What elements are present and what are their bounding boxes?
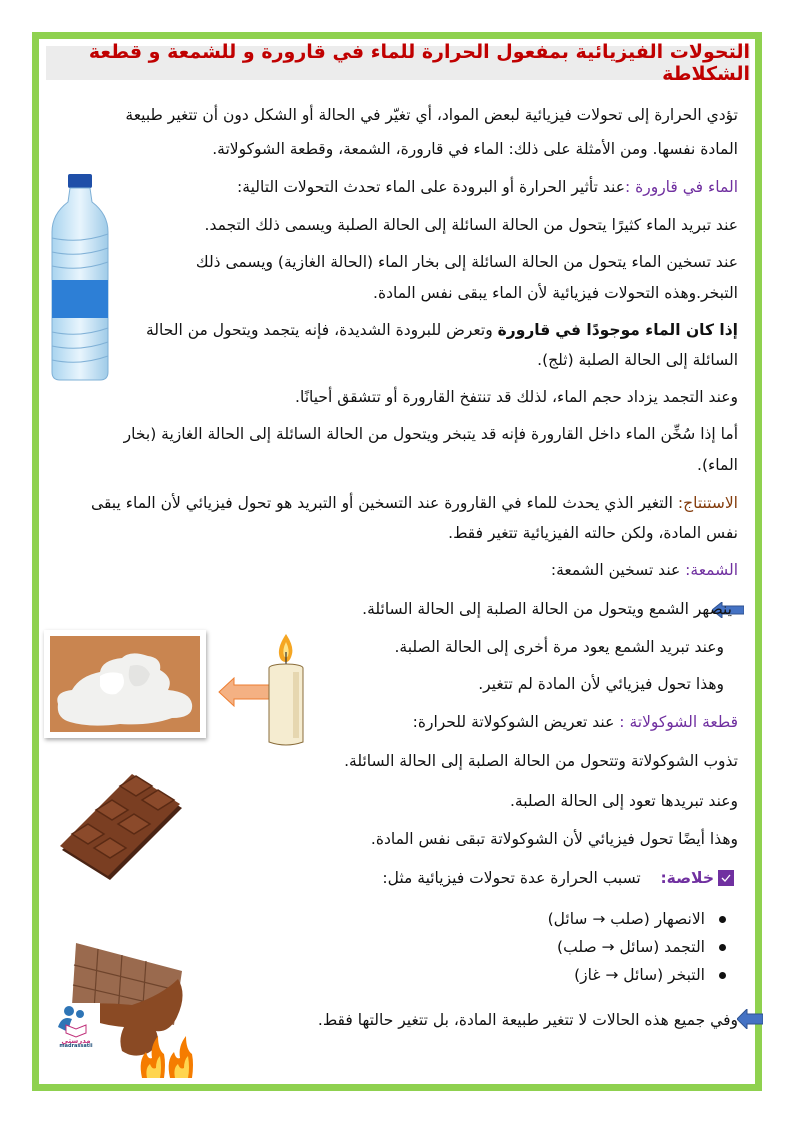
water-heading: الماء في قارورة : <box>624 178 738 196</box>
bullet-icon <box>719 916 726 923</box>
candle-cool: وعند تبريد الشمع يعود مرة أخرى إلى الحالة الصلبة. <box>394 638 724 656</box>
water-freezing: عند تبريد الماء كثيرًا يتحول من الحالة السائلة إلى الحالة الصلبة ويسمى ذلك التجمد. <box>204 216 738 234</box>
chocolate-bar-image <box>50 768 190 880</box>
intro-line-1: تؤدي الحرارة إلى تحولات فيزيائية لبعض المواد، أي تغيّر في الحالة أو الشكل دون أن تتغير طبيعة <box>125 106 738 124</box>
water-evaporation-1: عند تسخين الماء يتحول من الحالة السائلة إلى بخار الماء (الحالة الغازية) ويسمى ذلك <box>195 253 738 271</box>
conclusion-line-1 <box>91 486 738 520</box>
conclusion-line-2: نفس المادة، ولكن حالته الفيزيائية تتغير فقط. <box>448 524 738 542</box>
candle-physical: وهذا تحول فيزيائي لأن المادة لم تتغير. <box>478 675 724 693</box>
bullet-icon <box>719 972 726 979</box>
chocolate-physical: وهذا أيضًا تحول فيزيائي لأن الشوكولاتة تبقى نفس المادة. <box>370 830 738 848</box>
water-evaporation-2: التبخر.وهذه التحولات فيزيائية لأن الماء يبقى نفس المادة. <box>373 284 738 302</box>
melted-wax-image <box>44 630 206 738</box>
candle-heading-rest: عند تسخين الشمعة: <box>550 561 686 579</box>
page-title: التحولات الفيزيائية بمفعول الحرارة للماء في قارورة و للشمعة و قطعة الشكلاطة <box>88 41 750 85</box>
candle-heading-line <box>551 553 738 587</box>
water-heading-line <box>237 170 738 204</box>
madrassatii-logo <box>52 1003 100 1047</box>
bottle-rest: وتعرض للبرودة الشديدة، فإنه يتجمد ويتحول من الحالة <box>145 321 493 339</box>
fire-icon <box>138 1030 198 1080</box>
water-heading-rest: عند تأثير الحرارة أو البرودة على الماء تحدث التحولات التالية: <box>237 178 625 196</box>
summary-line <box>382 861 714 895</box>
candle-image <box>266 632 306 747</box>
intro-line-2: المادة نفسها. ومن الأمثلة على ذلك: الماء في قارورة، الشمعة، وقطعة الشوكولاتة. <box>212 140 738 158</box>
chocolate-heading-rest: عند تعريض الشوكولاتة للحرارة: <box>412 713 620 731</box>
summary-label: خلاصة: <box>660 869 714 887</box>
water-expansion: وعند التجمد يزداد حجم الماء، لذلك قد تنتفخ القارورة أو تتشقق أحيانًا. <box>295 388 738 406</box>
summary-item: الانصهار (صلب → سائل) <box>548 910 726 928</box>
summary-final: وفي جميع هذه الحالات لا تتغير طبيعة المادة، بل تتغير حالتها فقط. <box>317 1011 738 1029</box>
arrow-left-icon <box>218 677 270 707</box>
candle-melt: ينصهر الشمع ويتحول من الحالة الصلبة إلى الحالة السائلة. <box>362 600 732 618</box>
conclusion-text: التغير الذي يحدث للماء في القارورة عند التسخين أو التبريد هو تحول فيزيائي لأن الماء يبقى <box>91 494 678 512</box>
water-heated-2: الماء). <box>697 456 738 474</box>
conclusion-label: الاستنتاج: <box>677 494 738 512</box>
water-bottle-line-2: السائلة إلى الحالة الصلبة (ثلج). <box>537 351 738 369</box>
water-bottle-image <box>42 172 118 382</box>
summary-item: التجمد (سائل → صلب) <box>557 938 726 956</box>
svg-text:madrassatii: madrassatii <box>59 1043 93 1047</box>
summary-intro: تسبب الحرارة عدة تحولات فيزيائية مثل: <box>382 869 641 887</box>
title-banner <box>46 41 750 85</box>
chocolate-melt: تذوب الشوكولاتة وتتحول من الحالة الصلبة إلى الحالة السائلة. <box>344 752 738 770</box>
svg-text:مدرستي: مدرستي <box>61 1037 91 1045</box>
chocolate-heading-line <box>413 705 738 739</box>
blue-arrow-icon <box>737 1009 763 1029</box>
water-heated-1: أما إذا سُخِّن الماء داخل القارورة فإنه قد يتبخر ويتحول من الحالة السائلة إلى الحالة الغازية (بخار <box>123 425 738 443</box>
chocolate-cool: وعند تبريدها تعود إلى الحالة الصلبة. <box>509 792 738 810</box>
bullet-icon <box>719 944 726 951</box>
candle-heading: الشمعة: <box>685 561 738 579</box>
summary-item: التبخر (سائل → غاز) <box>574 966 726 984</box>
chocolate-heading: قطعة الشوكولاتة : <box>619 713 738 731</box>
bottle-bold-2: قارورة <box>497 321 551 339</box>
water-bottle-line-1 <box>146 313 738 347</box>
checkbox-icon <box>718 870 734 886</box>
bottle-bold-1: إذا كان الماء موجودًا في <box>555 321 738 339</box>
